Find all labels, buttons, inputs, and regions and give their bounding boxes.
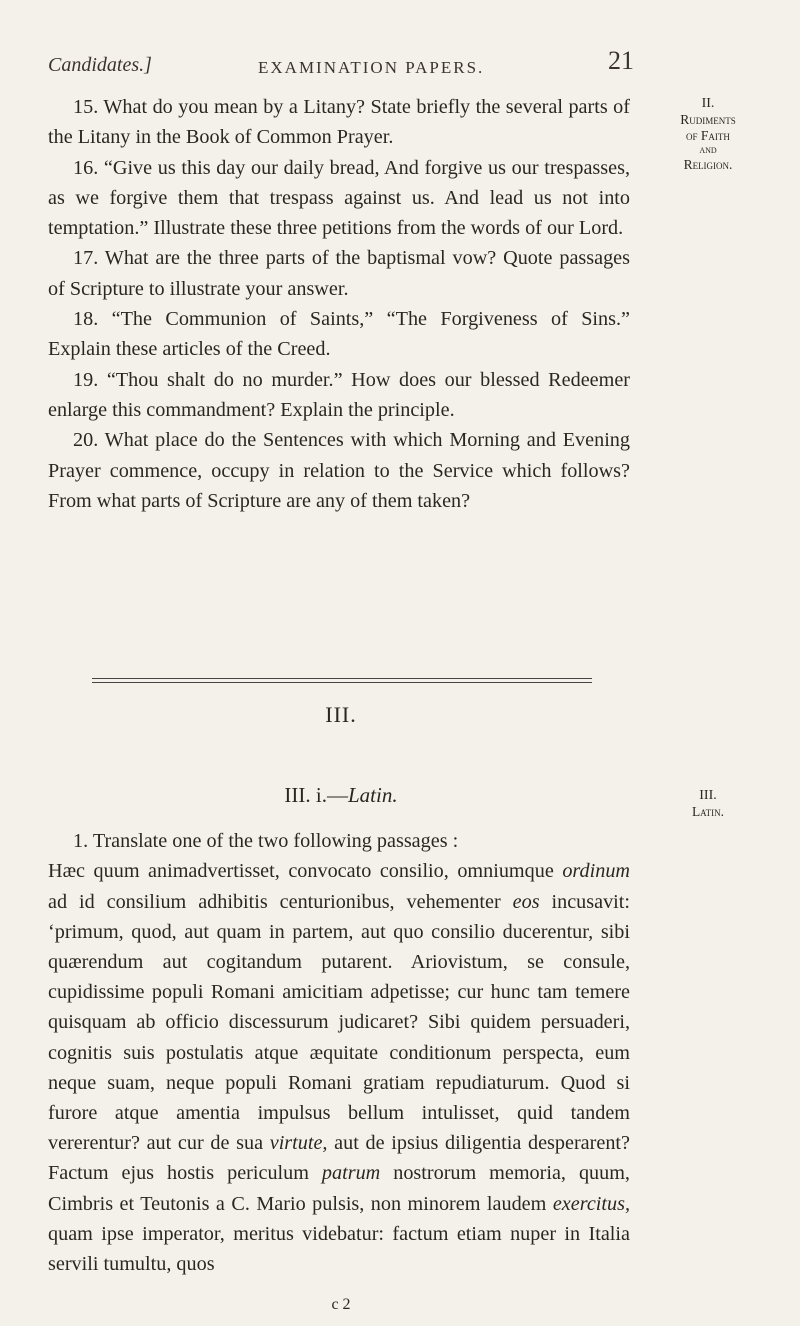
question-number: 18. — [73, 308, 99, 331]
signature-mark: c 2 — [331, 1296, 351, 1313]
section-subheading — [0, 783, 682, 808]
question-number: 15. — [73, 96, 99, 118]
question-19 — [48, 365, 630, 426]
question-text: “Give us this day our daily bread, And forgive us our trespasses, as we forgive them that trespass against us. And lead us not into temptation.” Illustrate these three petitions from the words of our Lord. — [48, 156, 631, 240]
passage-text: aut de ipsius diligentia desperarent? Factum ejus hostis periculum — [48, 1132, 630, 1185]
margin-note-rudiments — [651, 96, 765, 173]
question-number: 16. — [73, 156, 99, 179]
page-number: 21 — [608, 46, 634, 75]
latin-passage — [48, 856, 630, 1279]
section-divider — [92, 682, 592, 683]
instruction-number: 1. — [73, 830, 89, 852]
passage-text: quam ipse imperator, meritus videbatur: factum etiam nuper in Italia servili tumultu, quos — [48, 1222, 630, 1275]
section-heading: III. — [325, 702, 357, 727]
instruction-text: Translate one of the two following passages : — [92, 830, 459, 852]
margin-line: and — [699, 144, 717, 156]
margin-line: of Faith — [686, 128, 730, 143]
question-17 — [48, 243, 630, 304]
question-15 — [48, 92, 630, 153]
passage-text: incusavit: ‘primum, quod, aut quam in partem, aut quo consilio ducerentur, sibi quærendum aut cogitandum putarent. Ariovistum, se consule, cupidissime populi Romani amicitiam adpetisse; cur hunc tam temere quisquam ab officio discessurum judicaret? Sibi quidem persuaderi, cognitis suis postulatis atque æquitate conditionum perspecta, eum neque suam, neque populi Romani gratiam repudiaturum. Quod si furore atque amentia impulsus bellum intulisset, quid tandem vererentur? aut cur de sua — [48, 890, 630, 1155]
running-head-title: EXAMINATION PAPERS. — [258, 58, 485, 77]
running-head-left: Candidates.] — [48, 54, 152, 76]
question-20 — [48, 425, 630, 516]
passage-italic: ordinum — [562, 860, 630, 883]
margin-roman: II. — [701, 96, 715, 111]
question-text: “Thou shalt do no murder.” How does our blessed Redeemer enlarge this commandment? Explain the principle. — [48, 368, 630, 421]
passage-text: Hæc quum animadvertisset, convocato consilio, omniumque — [48, 860, 563, 883]
subheading-prefix: III. i.— — [284, 783, 348, 807]
question-16 — [48, 153, 630, 244]
passage-italic: eos — [512, 890, 540, 913]
margin-line: Religion. — [683, 157, 733, 172]
question-number: 20. — [73, 429, 99, 452]
margin-line: Rudiments — [680, 112, 736, 127]
passage-text: nostrorum memoria, quum, Cimbris et Teutonis a C. Mario pulsis, non minorem laudem — [48, 1162, 630, 1215]
latin-section — [48, 826, 630, 1279]
translation-instruction — [48, 826, 630, 856]
question-number: 19. — [73, 368, 99, 391]
subheading-language: Latin. — [347, 783, 398, 807]
question-text: “The Communion of Saints,” “The Forgiveness of Sins.” Explain these articles of the Creed. — [48, 308, 630, 361]
margin-line: Latin. — [691, 804, 725, 819]
question-text: What are the three parts of the baptismal vow? Quote passages of Scripture to illustrate your answer. — [48, 247, 630, 300]
passage-italic: virtute, — [269, 1132, 328, 1155]
question-text: What do you mean by a Litany? State briefly the several parts of the Litany in the Book of Common Prayer. — [48, 96, 630, 149]
section-divider — [92, 678, 592, 679]
question-text: What place do the Sentences with which Morning and Evening Prayer commence, occupy in relation to the Service which follows? From what parts of Scripture are any of them taken? — [48, 429, 630, 512]
question-18 — [48, 304, 630, 365]
passage-italic: exercitus, — [552, 1192, 630, 1215]
passage-text: ad id consilium adhibitis centurionibus, vehementer — [48, 890, 513, 913]
margin-note-latin — [651, 788, 765, 820]
questions-block — [48, 92, 630, 516]
margin-roman: III. — [699, 788, 717, 803]
passage-italic: patrum — [321, 1162, 381, 1185]
question-number: 17. — [73, 247, 99, 270]
